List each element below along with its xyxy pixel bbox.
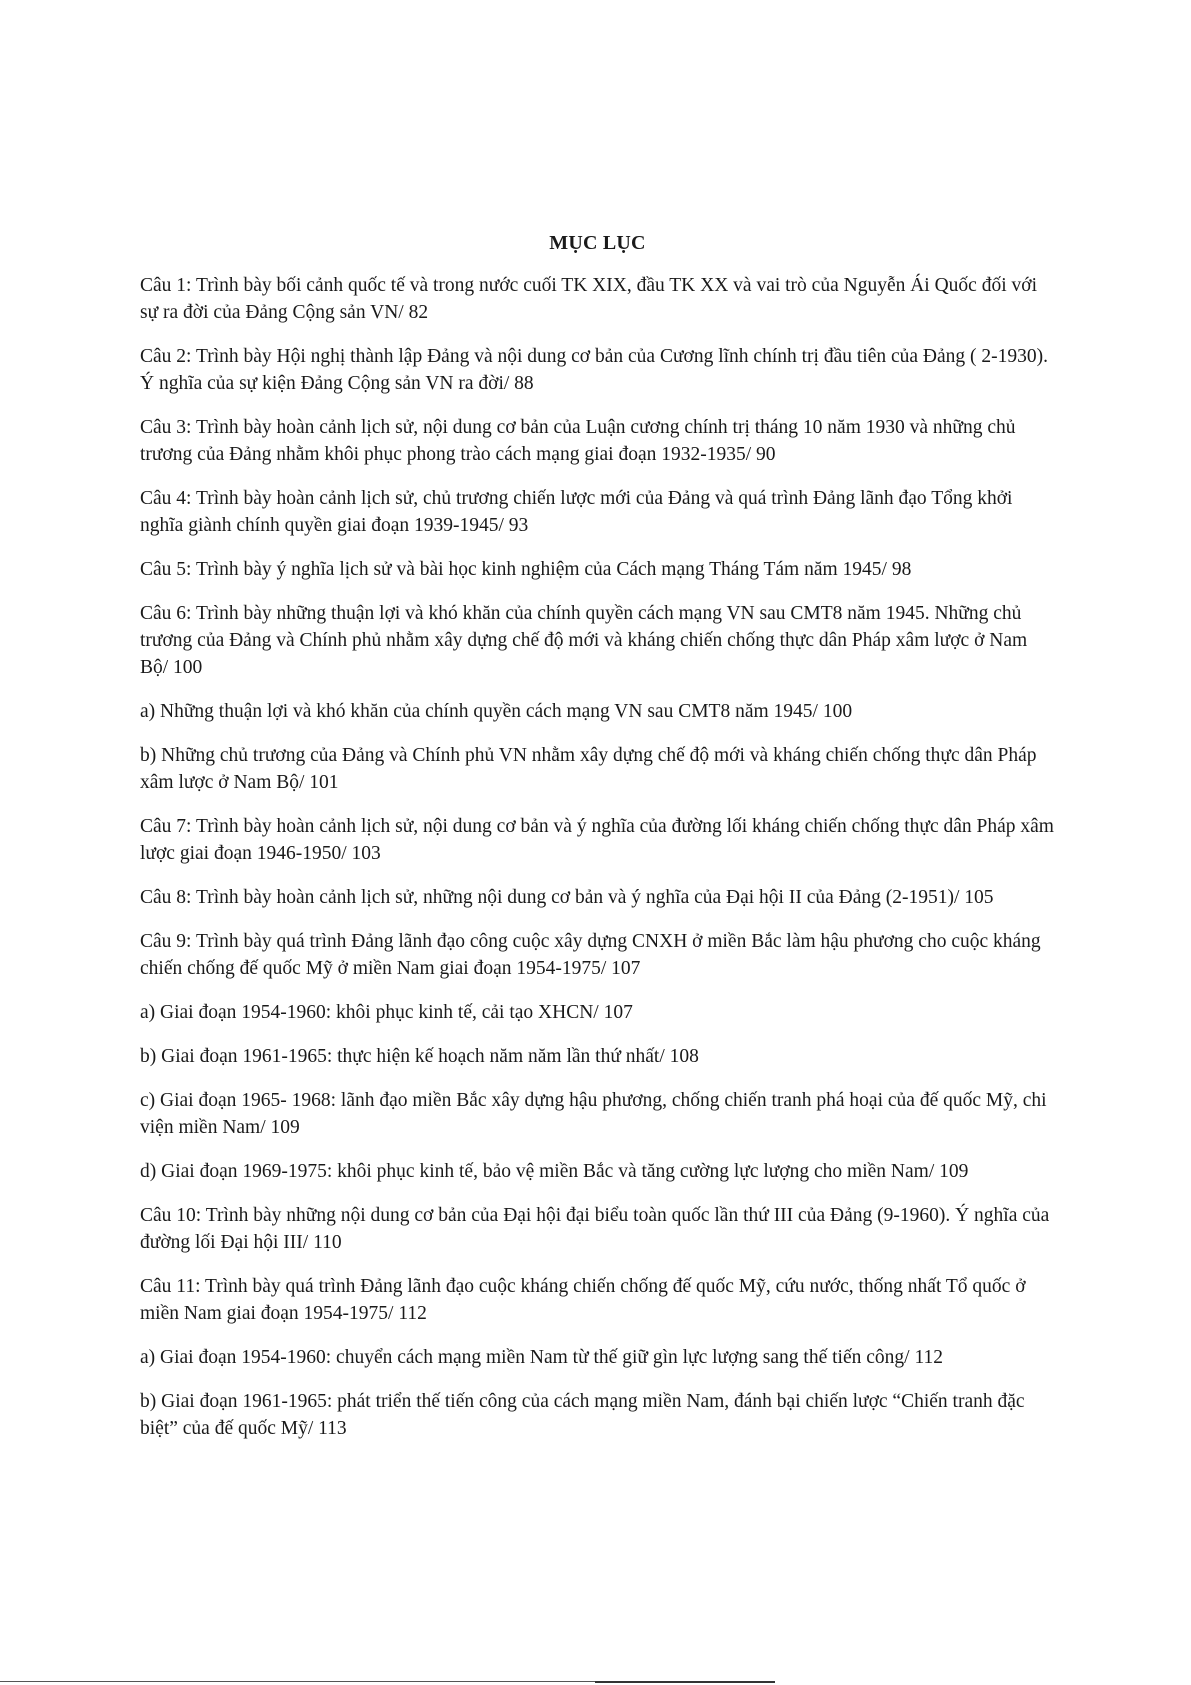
toc-subentry: d) Giai đoạn 1969-1975: khôi phục kinh tế, bảo vệ miền Bắc và tăng cường lực lượng cho miền Nam/ 109 bbox=[140, 1161, 969, 1182]
toc-entry: Câu 8: Trình bày hoàn cảnh lịch sử, những nội dung cơ bản và ý nghĩa của Đại hội II của Đảng (2-1951)/ 105 bbox=[140, 887, 994, 908]
toc-entry: Câu 4: Trình bày hoàn cảnh lịch sử, chủ trương chiến lược mới của Đảng và quá trình Đảng lãnh đạo Tổng khởi nghĩa giành chính quyền giai đoạn 1939-1945/ 93 bbox=[140, 488, 1013, 536]
toc-entry: Câu 6: Trình bày những thuận lợi và khó khăn của chính quyền cách mạng VN sau CMT8 năm 1945. Những chủ trương của Đảng và Chính phủ nhằm xây dựng chế độ mới và kháng chiến chống thực dân Pháp xâm lược ở Nam Bộ/ 100 bbox=[140, 603, 1028, 678]
toc-entry: Câu 10: Trình bày những nội dung cơ bản của Đại hội đại biểu toàn quốc lần thứ III của Đảng (9-1960). Ý nghĩa của đường lối Đại hội III/ 110 bbox=[140, 1205, 1050, 1253]
toc-entry: Câu 2: Trình bày Hội nghị thành lập Đảng và nội dung cơ bản của Cương lĩnh chính trị đầu tiên của Đảng ( 2-1930). Ý nghĩa của sự kiện Đảng Cộng sản VN ra đời/ 88 bbox=[140, 346, 1048, 394]
page-title: MỤC LỤC bbox=[549, 232, 646, 254]
toc-entry: Câu 11: Trình bày quá trình Đảng lãnh đạo cuộc kháng chiến chống đế quốc Mỹ, cứu nước, thống nhất Tổ quốc ở miền Nam giai đoạn 1954-1975/ 112 bbox=[140, 1276, 1026, 1324]
toc-subentry: b) Giai đoạn 1961-1965: thực hiện kế hoạch năm năm lần thứ nhất/ 108 bbox=[140, 1046, 699, 1067]
toc-entry: Câu 3: Trình bày hoàn cảnh lịch sử, nội dung cơ bản của Luận cương chính trị tháng 10 năm 1930 và những chủ trương của Đảng nhằm khôi phục phong trào cách mạng giai đoạn 1932-1935/ 90 bbox=[140, 417, 1016, 465]
toc-entry: Câu 1: Trình bày bối cảnh quốc tế và trong nước cuối TK XIX, đầu TK XX và vai trò của Nguyễn Ái Quốc đối với sự ra đời của Đảng Cộng sản VN/ 82 bbox=[140, 275, 1037, 323]
toc-entry: Câu 9: Trình bày quá trình Đảng lãnh đạo công cuộc xây dựng CNXH ở miền Bắc làm hậu phương cho cuộc kháng chiến chống đế quốc Mỹ ở miền Nam giai đoạn 1954-1975/ 107 bbox=[140, 931, 1041, 979]
toc-subentry: c) Giai đoạn 1965- 1968: lãnh đạo miền Bắc xây dựng hậu phương, chống chiến tranh phá hoại của đế quốc Mỹ, chi viện miền Nam/ 109 bbox=[140, 1090, 1047, 1138]
toc-subentry: a) Những thuận lợi và khó khăn của chính quyền cách mạng VN sau CMT8 năm 1945/ 100 bbox=[140, 701, 853, 722]
toc-entry: Câu 5: Trình bày ý nghĩa lịch sử và bài học kinh nghiệm của Cách mạng Tháng Tám năm 1945/ 98 bbox=[140, 559, 912, 580]
document-page bbox=[140, 230, 1055, 1459]
footer-divider-accent bbox=[595, 1681, 775, 1683]
toc-subentry: a) Giai đoạn 1954-1960: khôi phục kinh tế, cải tạo XHCN/ 107 bbox=[140, 1002, 633, 1023]
toc-subentry: b) Giai đoạn 1961-1965: phát triển thế tiến công của cách mạng miền Nam, đánh bại chiến lược “Chiến tranh đặc biệt” của đế quốc Mỹ/ 113 bbox=[140, 1391, 1025, 1439]
table-of-contents bbox=[140, 272, 1055, 1442]
toc-subentry: b) Những chủ trương của Đảng và Chính phủ VN nhằm xây dựng chế độ mới và kháng chiến chống thực dân Pháp xâm lược ở Nam Bộ/ 101 bbox=[140, 745, 1037, 793]
toc-entry: Câu 7: Trình bày hoàn cảnh lịch sử, nội dung cơ bản và ý nghĩa của đường lối kháng chiến chống thực dân Pháp xâm lược giai đoạn 1946-1950/ 103 bbox=[140, 816, 1054, 864]
toc-subentry: a) Giai đoạn 1954-1960: chuyển cách mạng miền Nam từ thế giữ gìn lực lượng sang thế tiến công/ 112 bbox=[140, 1347, 943, 1368]
